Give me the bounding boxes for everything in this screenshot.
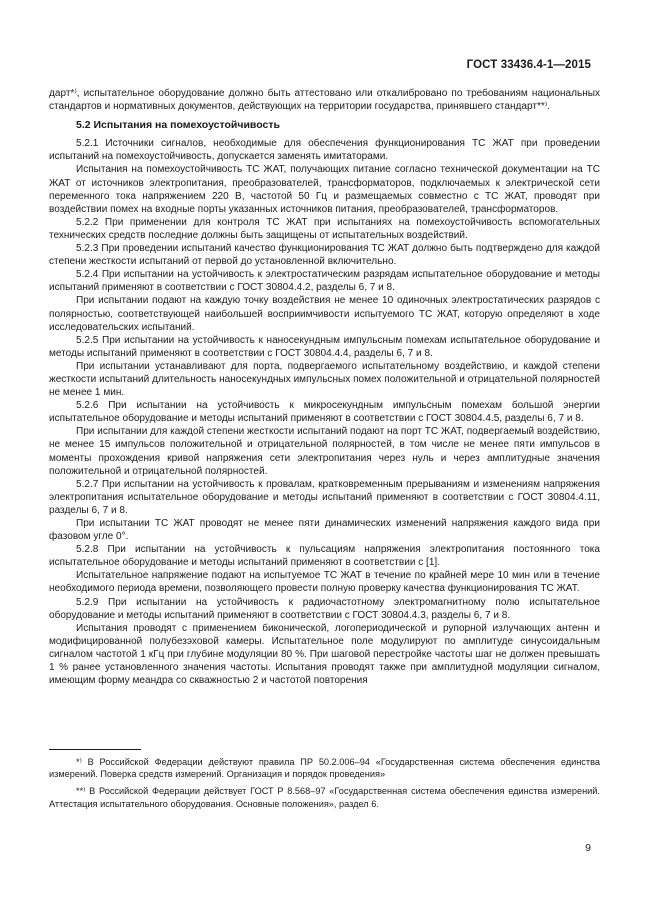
paragraph: Испытания проводят с применением биконической, логопериодической и рупорной излучающих антенн и модифицированной полубезэховой камеры. Испытательное поле модулируют по амплитуде синусоидальным сигналом частотой 1 кГц при глубине модуляции 80 %. При шаговой перестройке частоты шаг не должен превышать 1 % ранее установленного значения частоты. Испытания проводят также при амплитудной модуляции сигналом, имеющим форму меандра со скважностью 2 и частотой повторения: [49, 622, 600, 687]
paragraph: 5.2.5 При испытании на устойчивость к наносекундным импульсным помехам испытательное оборудование и методы испытаний применяют в соответствии с ГОСТ 30804.4.4, разделы 6, 7 и 8.: [49, 334, 600, 359]
section-title: 5.2 Испытания на помехоустойчивость: [76, 119, 280, 132]
paragraph: Испытательное напряжение подают на испытуемое ТС ЖАТ в течение по крайней мере 10 мин или в течение необходимого периода времени, позволяющего провести полную проверку качества функционирования ТС ЖАТ.: [49, 570, 600, 595]
page-number: 9: [585, 842, 591, 854]
footnote-divider: [49, 749, 141, 750]
body-text: [49, 87, 600, 687]
paragraph: Испытания на помехоустойчивость ТС ЖАТ, получающих питание согласно технической документации на ТС ЖАТ от источников электропитания, преобразователей, трансформаторов, подключаемых к электрической сети переменного тока напряжением 220 В, частотой 50 Гц и размещаемых совместно с ТС ЖАТ, проводят при воздействии помех на входные порты указанных источников питания, преобразователей, трансформаторов.: [49, 164, 600, 215]
footnote: *⁾ В Российской Федерации действуют правила ПР 50.2.006–94 «Государственная система обеспечения единства измерений. Поверка средств измерений. Организация и порядок проведения»: [49, 757, 600, 780]
paragraph: 5.2.1 Источники сигналов, необходимые для обеспечения функционирования ТС ЖАТ при проведении испытаний на помехоустойчивость, допускается заменять имитаторами.: [49, 138, 600, 163]
paragraph: При испытании для каждой степени жесткости испытаний подают на порт ТС ЖАТ, подвергаемый воздействию, не менее 15 импульсов положительной и отрицательной полярностей, в том числе не менее пяти импульсов в моменты прохождения кривой напряжения сети электропитания через нуль и через амплитудные значения положительной и отрицательной полярностей.: [49, 426, 600, 477]
paragraph: 5.2.8 При испытании на устойчивость к пульсациям напряжения электропитания постоянного тока испытательное оборудование и методы испытаний применяют в соответствии с [1].: [49, 544, 600, 569]
footnote: **⁾ В Российской Федерации действует ГОСТ Р 8.568–97 «Государственная система обеспечения единства измерений. Аттестация испытательного оборудования. Основные положения», раздел 6.: [49, 786, 600, 809]
footnotes: [49, 756, 600, 815]
paragraph: 5.2.4 При испытании на устойчивость к электростатическим разрядам испытательное оборудование и методы испытаний применяют в соответствии с ГОСТ 30804.4.2, разделы 6, 7 и 8.: [49, 269, 600, 294]
paragraph: При испытании устанавливают для порта, подвергаемого испытательному воздействию, и каждой степени жесткости испытаний длительность наносекундных импульсных помех положительной и отрицательной полярностей не менее 1 мин.: [49, 360, 600, 399]
intro-paragraph: дарт*⁾, испытательное оборудование должно быть аттестовано или откалибровано по требованиям национальных стандартов и нормативных документов, действующих на территории государства, принявшего стандарт**⁾.: [49, 88, 600, 113]
paragraph: 5.2.6 При испытании на устойчивость к микросекундным импульсным помехам большой энергии испытательное оборудование и методы испытаний применяют в соответствии с ГОСТ 30804.4.5, разделы 6, 7 и 8.: [49, 400, 600, 425]
paragraph: 5.2.2 При применении для контроля ТС ЖАТ при испытаниях на помехоустойчивость вспомогательных технических средств последние должны быть защищены от испытательных воздействий.: [49, 216, 600, 241]
paragraph: При испытании ТС ЖАТ проводят не менее пяти динамических изменений напряжения каждого вида при фазовом угле 0°.: [49, 518, 600, 543]
paragraph: 5.2.9 При испытании на устойчивость к радиочастотному электромагнитному полю испытательное оборудование и методы испытаний применяют в соответствии с ГОСТ 30804.4.3, разделы 6, 7 и 8.: [49, 596, 600, 621]
paragraph: 5.2.3 При проведении испытаний качество функционирования ТС ЖАТ должно быть подтверждено для каждой степени жесткости испытаний от первой до установленной включительно.: [49, 243, 600, 268]
paragraph: При испытании подают на каждую точку воздействия не менее 10 одиночных электростатических разрядов с полярностью, соответствующей наибольшей восприимчивости испытуемого ТС ЖАТ, которую определяют в ходе исследовательских испытаний.: [49, 295, 600, 333]
document-header: ГОСТ 33436.4-1—2015: [466, 59, 591, 71]
paragraph: 5.2.7 При испытании на устойчивость к провалам, кратковременным прерываниям и изменениям напряжения электропитания испытательное оборудование и методы испытаний применяют в соответствии с ГОСТ 30804.4.11, разделы 6, 7 и 8.: [49, 478, 600, 516]
